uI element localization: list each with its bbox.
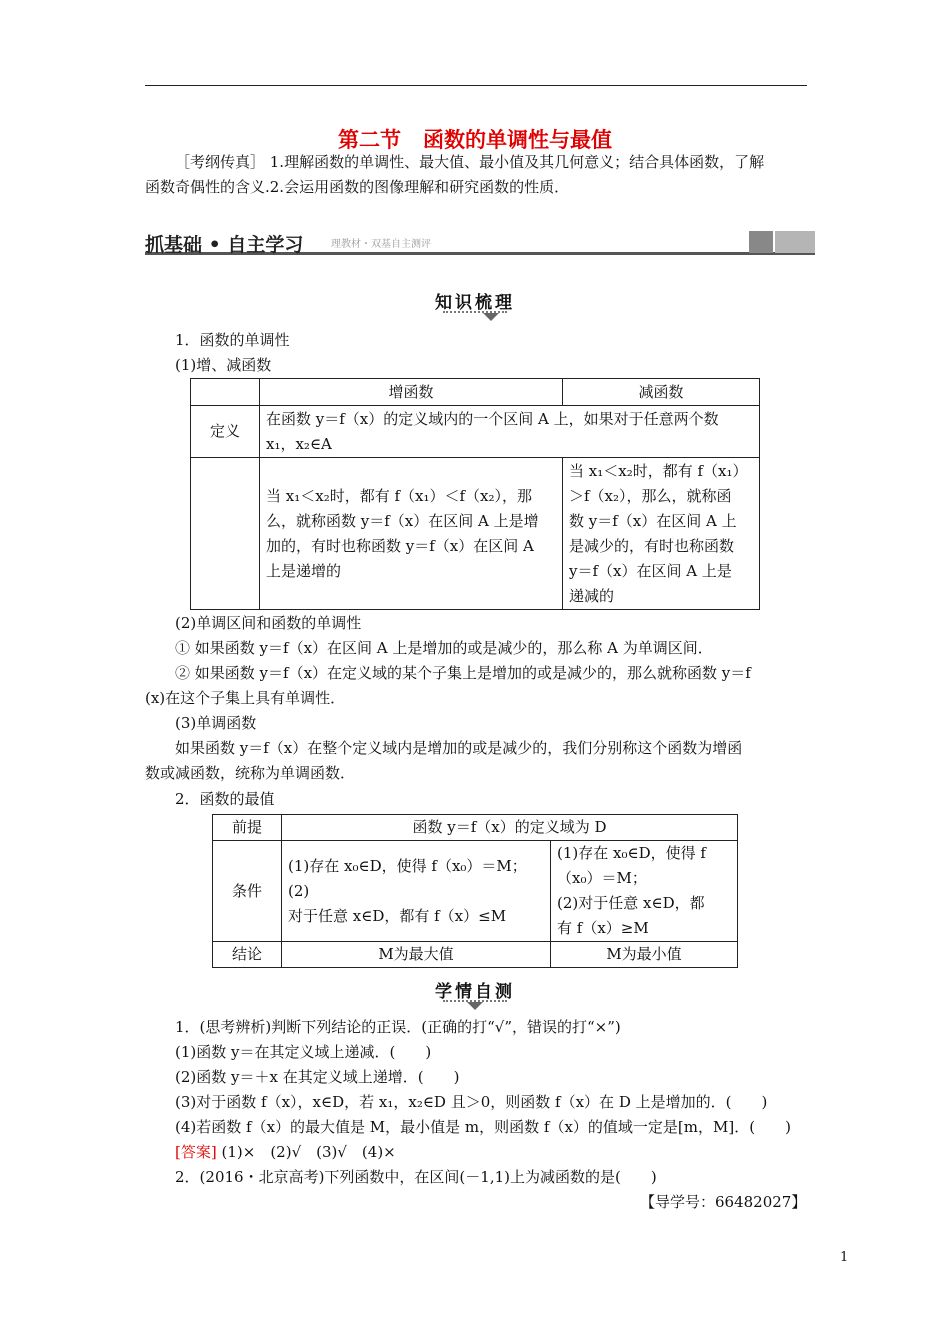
banner-subtitle: 理教材・双基自主测评 <box>331 239 431 250</box>
definition-line-2: x₁，x₂∈A <box>266 434 332 453</box>
question1-item4: (4)若函数 f（x）的最大值是 M，最小值是 m，则函数 f（x）的值域一定是[m，M]．( ) <box>175 1118 791 1136</box>
answer-label: [答案] <box>175 1143 217 1161</box>
row-header-definition: 定义 <box>191 406 260 458</box>
condition-label: 条件 <box>213 841 282 942</box>
premise-label: 前提 <box>213 815 282 841</box>
cond-min-line: （x₀）＝M； <box>557 869 647 887</box>
dec-line: 递减的 <box>569 586 615 605</box>
question1-heading: 1．(思考辨析)判断下列结论的正误．(正确的打“√”，错误的打“×”) <box>175 1018 621 1036</box>
dec-line: 当 x₁＜x₂时，都有 f（x₁） <box>569 461 748 480</box>
selftest-arrow-icon <box>467 1002 483 1010</box>
syllabus-line-1: ［考纲传真］ 1.理解函数的单调性、最大值、最小值及其几何意义；结合具体函数，了解 <box>175 153 765 171</box>
cond-min-line: (1)存在 x₀∈D，使得 f <box>557 844 706 862</box>
monotonic-def-a: 如果函数 y＝f（x）在整个定义域内是增加的或是减少的，我们分别称这个函数为增函 <box>175 739 743 757</box>
definition-cell <box>260 406 760 458</box>
blank-row-header <box>191 458 260 610</box>
knowledge-arrow-icon <box>483 313 499 321</box>
cond-min-line: (2)对于任意 x∈D，都 <box>557 894 705 912</box>
dec-line: ＞f（x₂），那么，就称函 <box>569 486 732 505</box>
answer-text: (1)× (2)√ (3)√ (4)× <box>221 1143 396 1161</box>
monotonic-item2a: ② 如果函数 y＝f（x）在定义域的某个子集上是增加的或是减少的，那么就称函数 y＝f <box>175 664 751 682</box>
cond-max-line: 对于任意 x∈D，都有 f（x）≤M <box>288 906 507 925</box>
conclusion-label: 结论 <box>213 942 282 968</box>
premise-cell: 函数 y＝f（x）的定义域为 D <box>282 815 738 841</box>
extrema-heading: 2．函数的最值 <box>175 790 275 808</box>
banner-block-dark <box>749 231 773 253</box>
monotonic-sub1: (1)增、减函数 <box>175 356 272 374</box>
inc-line: 当 x₁＜x₂时，都有 f（x₁）＜f（x₂），那 <box>266 486 533 505</box>
question1-item3: (3)对于函数 f（x），x∈D，若 x₁，x₂∈D 且＞0，则函数 f（x）在 D 上是增加的．( ) <box>175 1093 768 1111</box>
selftest-heading: 学情自测 <box>435 982 515 1002</box>
cond-min-line: 有 f（x）≥M <box>557 919 649 937</box>
extrema-table <box>212 814 738 968</box>
dec-line: y＝f（x）在区间 A 上是 <box>569 561 732 580</box>
monotonic-item2b: (x)在这个子集上具有单调性． <box>145 689 346 707</box>
question1-item1: (1)函数 y＝在其定义域上递减．( ) <box>175 1043 432 1061</box>
page-number: 1 <box>840 1250 849 1265</box>
increasing-cell <box>260 458 563 610</box>
col-header-increasing: 增函数 <box>260 379 563 406</box>
table-corner <box>191 379 260 406</box>
monotonic-sub2: (2)单调区间和函数的单调性 <box>175 614 362 632</box>
header-rule <box>145 85 807 86</box>
question2: 2．(2016・北京高考)下列函数中，在区间(－1,1)上为减函数的是( ) <box>175 1168 657 1186</box>
conclusion-min: M为最小值 <box>551 942 738 968</box>
dec-line: 数 y＝f（x）在区间 A 上 <box>569 511 737 530</box>
inc-line: 上是递增的 <box>266 561 342 580</box>
monotonic-item1: ① 如果函数 y＝f（x）在区间 A 上是增加的或是减少的，那么称 A 为单调区间． <box>175 639 713 657</box>
question1-item2: (2)函数 y＝＋x 在其定义域上递增．( ) <box>175 1068 460 1086</box>
guide-number: 【导学号：66482027】 <box>640 1193 807 1211</box>
dec-line: 是减少的，有时也称函数 <box>569 536 735 555</box>
banner-block-light <box>775 231 815 253</box>
cond-max-line: (1)存在 x₀∈D，使得 f（x₀）＝M；(2) <box>288 856 527 900</box>
answer-line <box>175 1140 396 1165</box>
decreasing-cell <box>563 458 760 610</box>
inc-line: 加的，有时也称函数 y＝f（x）在区间 A <box>266 536 534 555</box>
condition-max-cell <box>282 841 551 942</box>
syllabus-line-2: 函数奇偶性的含义.2.会运用函数的图像理解和研究函数的性质． <box>145 178 570 196</box>
monotonic-sub3: (3)单调函数 <box>175 714 257 732</box>
col-header-decreasing: 减函数 <box>563 379 760 406</box>
section-number: 第二节 <box>338 128 401 152</box>
inc-line: 么，就称函数 y＝f（x）在区间 A 上是增 <box>266 511 539 530</box>
banner-title: 抓基础 • 自主学习 <box>145 234 304 256</box>
monotonic-heading: 1．函数的单调性 <box>175 331 290 349</box>
conclusion-max: M为最大值 <box>282 942 551 968</box>
section-name: 函数的单调性与最值 <box>423 128 612 152</box>
definition-line-1: 在函数 y＝f（x）的定义域内的一个区间 A 上，如果对于任意两个数 <box>266 409 719 428</box>
monotonic-def-b: 数或减函数，统称为单调函数． <box>145 764 356 782</box>
knowledge-heading: 知识梳理 <box>435 293 515 313</box>
section-banner <box>145 230 815 254</box>
monotonic-table <box>190 378 760 610</box>
condition-min-cell <box>551 841 738 942</box>
